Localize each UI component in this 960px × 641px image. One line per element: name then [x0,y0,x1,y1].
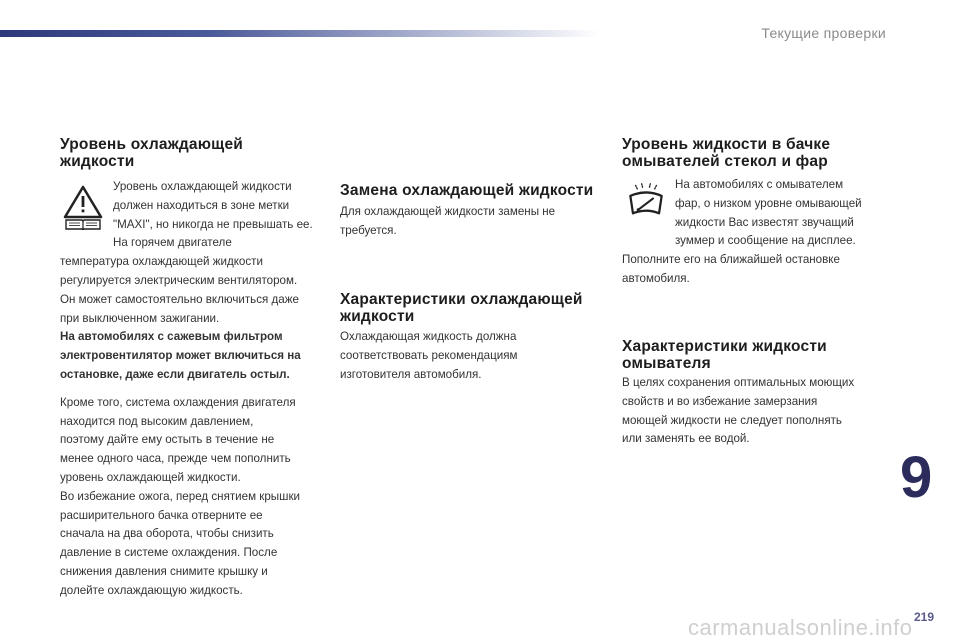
warning-book-icon [60,184,106,230]
watermark: carmanualsonline.info [688,615,913,640]
page-number: 219 [914,610,935,624]
text-line: На автомобилях с сажевым фильтром [60,330,283,344]
text-line: расширительного бачка отверните ее [60,508,263,522]
text-line: долейте охлаждающую жидкость. [60,583,243,597]
text-line: фар, о низком уровне омывающей [675,196,862,210]
coolant-level-title-line: Уровень охлаждающей [60,136,244,153]
particle-filter-note [60,328,322,384]
title-line: жидкости [340,308,415,325]
text-line: должен находиться в зоне метки [113,198,290,212]
text-line: зуммер и сообщение на дисплее. [675,234,856,248]
text-line: снижения давления снимите крышку и [60,564,268,578]
text-line: остановке, даже если двигатель остыл. [60,367,290,381]
coolant-level-title [60,136,322,170]
text-line: Пополните его на ближайшей остановке [622,253,840,267]
title-line: Характеристики охлаждающей [340,291,583,308]
coolant-spec-text [340,328,602,384]
washer-spec-text [622,374,884,449]
text-line: На горячем двигателе [113,236,232,250]
text-line: жидкости Вас известят звучащий [675,215,854,229]
text-line: поэтому дайте ему остыть в течение не [60,433,275,447]
text-line: давление в системе охлаждения. После [60,546,278,560]
text-line: изготовителя автомобиля. [340,367,482,381]
text-line: Уровень охлаждающей жидкости [113,180,292,193]
title-line: омывателей стекол и фар [622,153,828,170]
title-line: Характеристики жидкости [622,338,827,355]
text-line: Он может самостоятельно включиться даже [60,292,299,306]
text-line: температура охлаждающей жидкости [60,255,263,269]
text-line: уровень охлаждающей жидкости. [60,470,241,484]
text-line: свойств и во избежание замерзания [622,394,818,408]
text-line: соответствовать рекомендациям [340,348,518,362]
text-line: электровентилятор может включиться на [60,349,301,363]
title-line: Замена охлаждающей жидкости [340,182,594,199]
text-line: регулируется электрическим вентилятором. [60,273,298,287]
coolant-level-title-line: жидкости [60,153,135,170]
text-line: Охлаждающая жидкость должна [340,330,517,343]
text-line: "MAXI", но никогда не превышать ее. [113,217,313,231]
washer-body-text [622,251,884,289]
chapter-number: 9 [900,445,933,510]
coolant-pressure-text [60,394,322,601]
text-line: Кроме того, система охлаждения двигателя [60,395,296,409]
text-line: моющей жидкости не следует пополнять [622,413,842,427]
text-line: В целях сохранения оптимальных моющих [622,376,855,389]
section-title: Текущие проверки [761,25,886,41]
text-line: Для охлаждающей жидкости замены не [340,205,556,218]
text-line: автомобиля. [622,271,690,285]
coolant-spec-title [340,291,610,325]
text-line: сначала на два оборота, чтобы снизить [60,527,274,541]
coolant-body-text [60,253,322,328]
text-line: или заменять ее водой. [622,432,750,446]
washer-fluid-icon [624,182,668,222]
text-line: На автомобилях с омывателем [675,178,844,191]
title-line: Уровень жидкости в бачке [622,136,831,153]
text-line: требуется. [340,223,397,237]
text-line: менее одного часа, прежде чем пополнить [60,452,291,466]
text-line: при выключенном зажигании. [60,311,220,325]
washer-fluid-title [622,136,884,170]
washer-fluid-block [622,176,884,289]
coolant-replacement-title [340,182,610,199]
washer-spec-title [622,338,884,372]
text-line: находится под высоким давлением, [60,414,254,428]
title-line: омывателя [622,355,711,372]
coolant-replacement-text [340,203,602,241]
text-line: Во избежание ожога, перед снятием крышки [60,489,300,503]
header-gradient-bar [0,30,600,37]
coolant-warning-block [60,178,322,601]
